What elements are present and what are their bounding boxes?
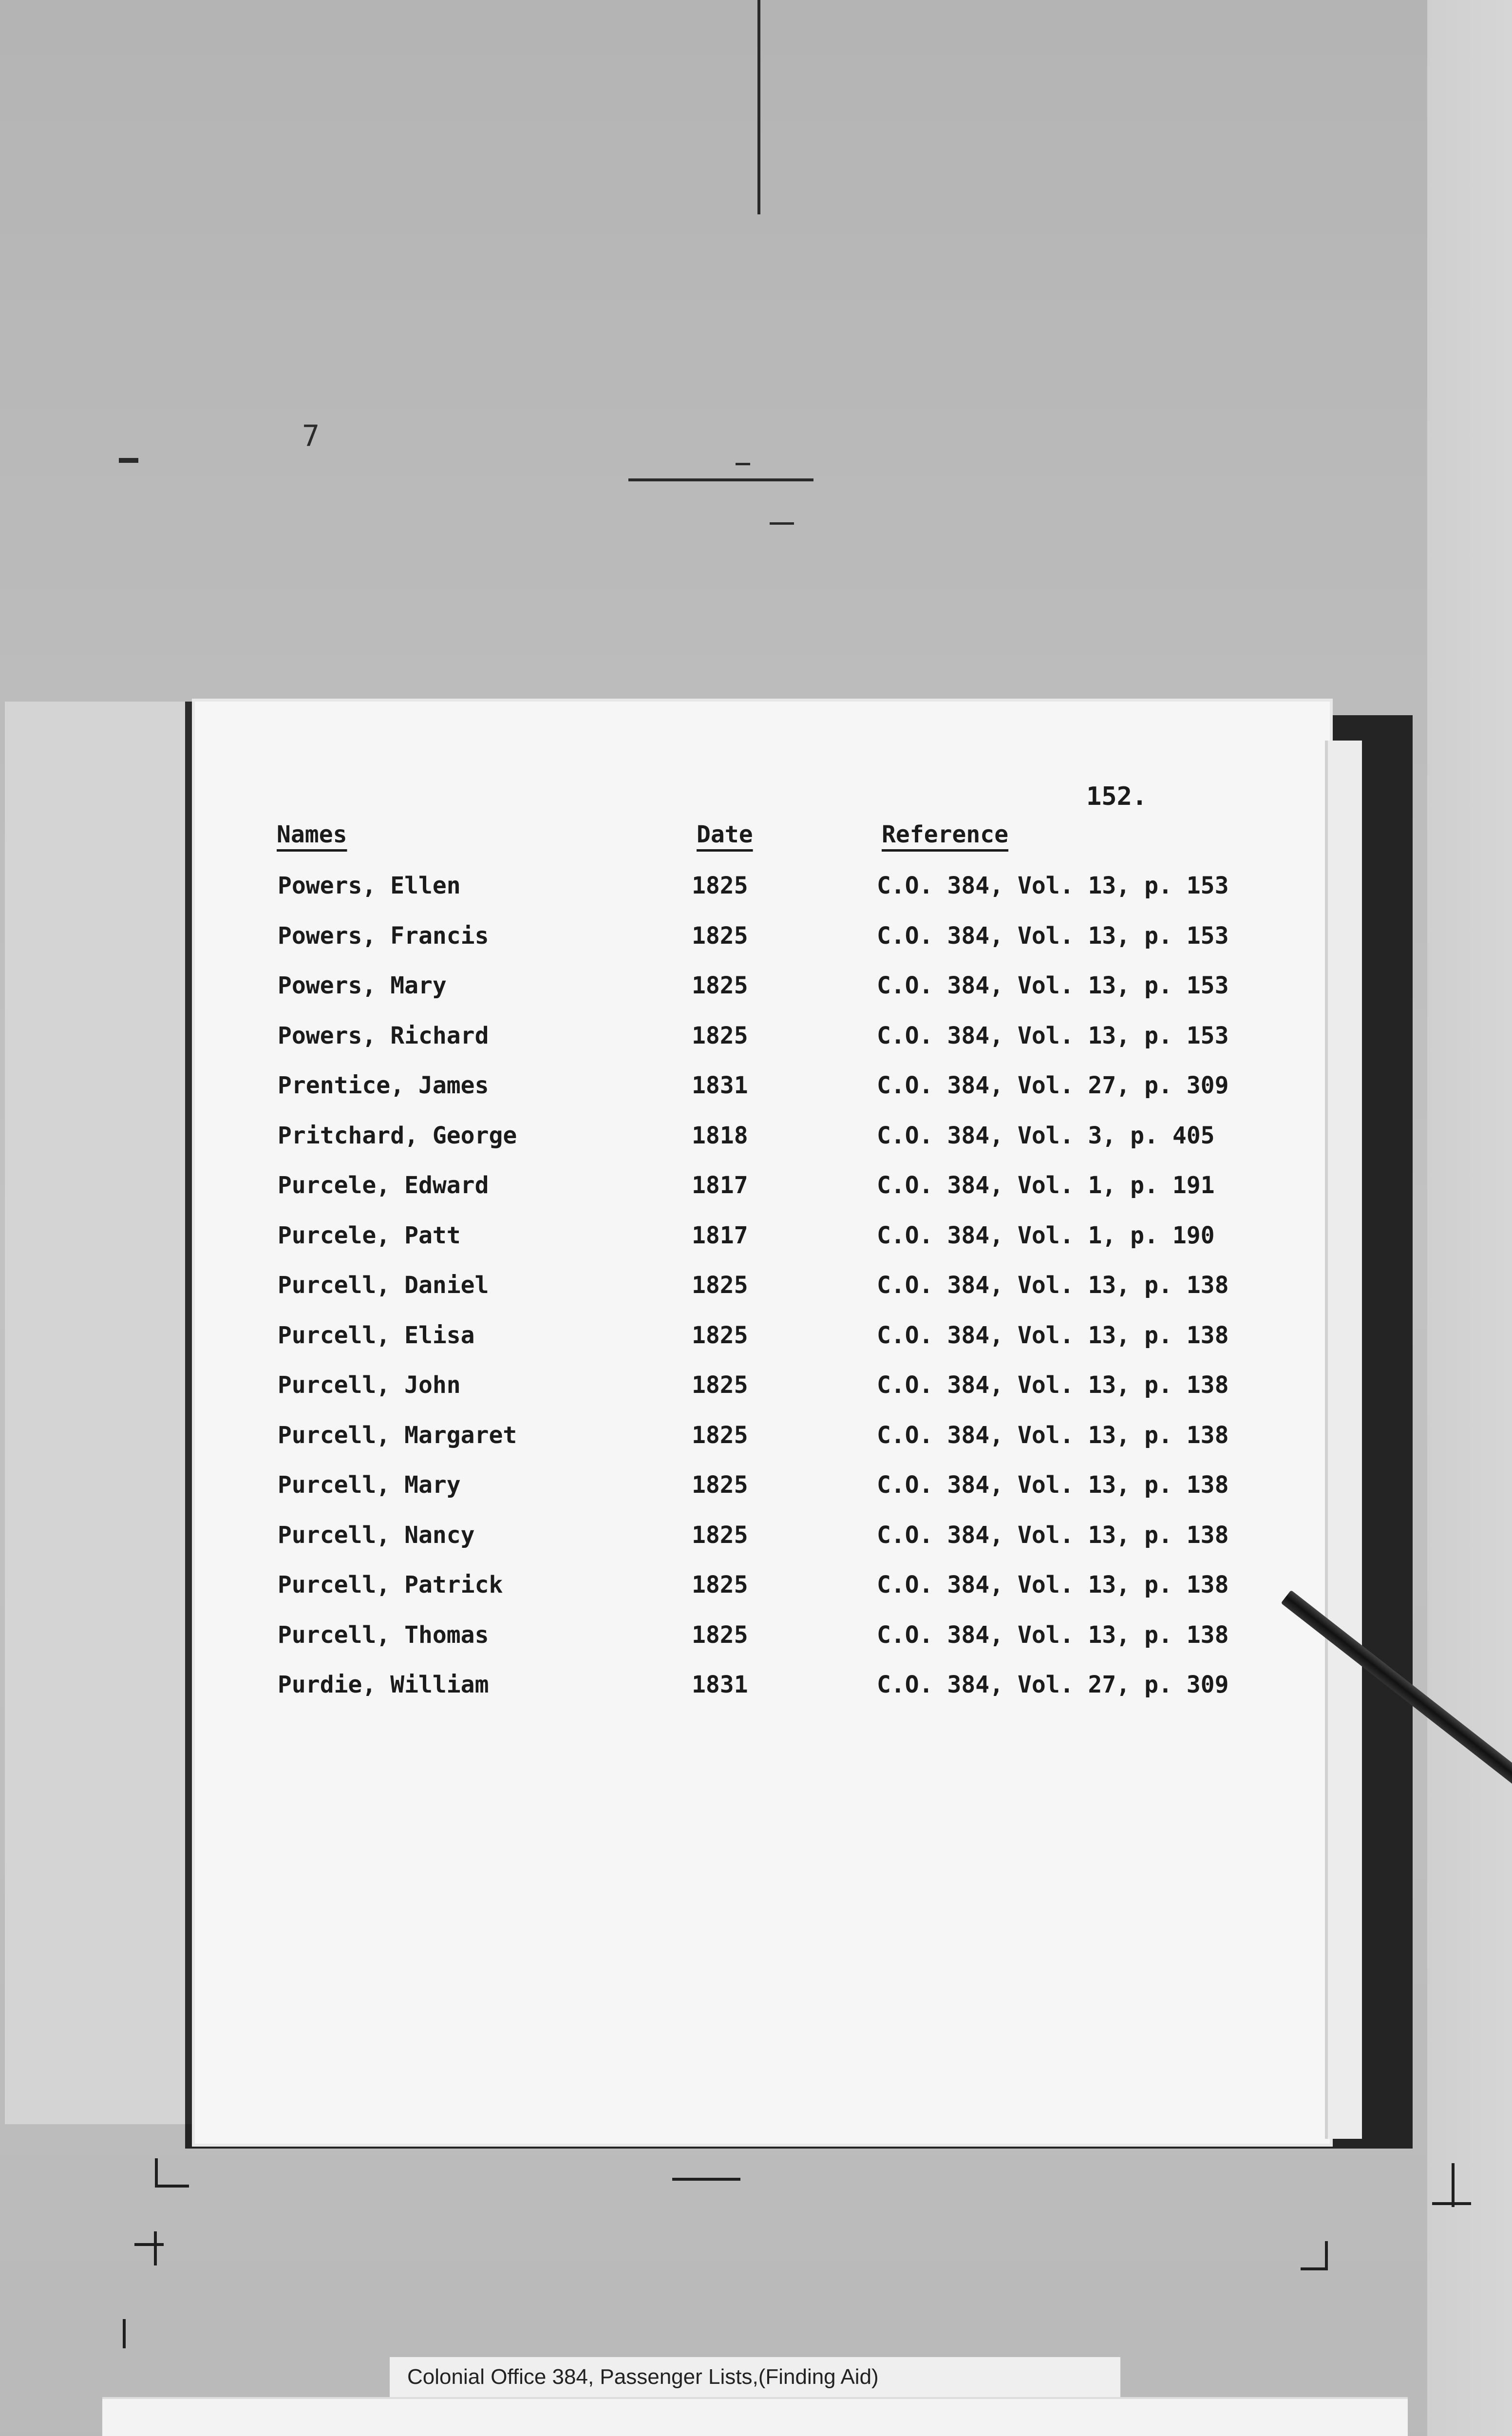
corner-mark — [1325, 2241, 1328, 2270]
entry-name: Purcell, Daniel — [278, 1272, 489, 1299]
entry-date: 1818 — [692, 1122, 748, 1149]
entry-date: 1825 — [692, 872, 748, 899]
entry-row — [209, 922, 1325, 972]
entry-date: 1825 — [692, 1621, 748, 1649]
entry-reference: C.O. 384, Vol. 1, p. 190 — [877, 1221, 1215, 1249]
entry-row — [209, 1371, 1325, 1422]
entry-name: Purcell, Elisa — [278, 1321, 475, 1349]
page-edge — [1325, 741, 1362, 2139]
entry-name: Pritchard, George — [278, 1122, 517, 1149]
entry-reference: C.O. 384, Vol. 13, p. 153 — [877, 922, 1229, 950]
entry-reference: C.O. 384, Vol. 13, p. 138 — [877, 1571, 1229, 1599]
entry-name: Powers, Francis — [278, 922, 489, 950]
entry-date: 1825 — [692, 922, 748, 950]
entry-name: Purcell, Thomas — [278, 1621, 489, 1649]
entry-row — [209, 1122, 1325, 1172]
corner-mark — [123, 2319, 126, 2348]
dash-mark — [770, 522, 794, 525]
entry-reference: C.O. 384, Vol. 13, p. 138 — [877, 1321, 1229, 1349]
vertical-scratch — [757, 0, 760, 214]
entry-row — [209, 1571, 1325, 1621]
entry-row — [209, 1471, 1325, 1522]
entry-reference: C.O. 384, Vol. 13, p. 138 — [877, 1371, 1229, 1399]
entry-name: Purcele, Edward — [278, 1172, 489, 1199]
entry-name: Purcell, Mary — [278, 1471, 461, 1499]
horizontal-scratch — [628, 478, 813, 481]
entry-row — [209, 1022, 1325, 1072]
entry-row — [209, 1322, 1325, 1372]
entry-name: Purcell, Nancy — [278, 1521, 475, 1549]
entries-list — [209, 872, 1325, 1721]
entry-reference: C.O. 384, Vol. 13, p. 153 — [877, 972, 1229, 999]
corner-mark — [1452, 2163, 1455, 2207]
entry-reference: C.O. 384, Vol. 13, p. 138 — [877, 1521, 1229, 1549]
entry-name: Purcell, John — [278, 1371, 461, 1399]
handwritten-mark: 7 — [302, 419, 320, 453]
entry-date: 1825 — [692, 1371, 748, 1399]
entry-date: 1825 — [692, 1022, 748, 1049]
entry-name: Prentice, James — [278, 1072, 489, 1099]
entry-row — [209, 1272, 1325, 1322]
entry-reference: C.O. 384, Vol. 13, p. 153 — [877, 872, 1229, 899]
dash-mark — [672, 2178, 740, 2181]
entry-date: 1825 — [692, 1421, 748, 1449]
corner-mark — [1301, 2267, 1328, 2270]
entry-date: 1825 — [692, 1272, 748, 1299]
entry-name: Powers, Ellen — [278, 872, 461, 899]
entry-name: Powers, Mary — [278, 972, 447, 999]
entry-date: 1825 — [692, 1571, 748, 1599]
entry-name: Purcell, Patrick — [278, 1571, 503, 1599]
entry-date: 1825 — [692, 1521, 748, 1549]
corner-mark — [155, 2158, 158, 2188]
entry-date: 1831 — [692, 1671, 748, 1698]
entry-reference: C.O. 384, Vol. 27, p. 309 — [877, 1671, 1229, 1698]
finding-aid-sheet — [209, 721, 1325, 2124]
entry-row — [209, 1172, 1325, 1222]
entry-reference: C.O. 384, Vol. 13, p. 138 — [877, 1421, 1229, 1449]
corner-mark — [155, 2185, 189, 2188]
names-column-header: Names — [277, 821, 347, 848]
entry-row — [209, 1422, 1325, 1472]
entry-row — [209, 1671, 1325, 1721]
entry-row — [209, 1522, 1325, 1572]
archive-label-card — [102, 2397, 1408, 2436]
background-right-strip — [1427, 0, 1512, 2436]
reference-column-header: Reference — [882, 821, 1009, 848]
dash-mark — [736, 463, 750, 465]
entry-date: 1825 — [692, 972, 748, 999]
date-column-header: Date — [697, 821, 753, 848]
entry-name: Purdie, William — [278, 1671, 489, 1698]
entry-date: 1831 — [692, 1072, 748, 1099]
book-left-page — [5, 702, 199, 2124]
dash-mark — [119, 458, 138, 463]
entry-row — [209, 872, 1325, 922]
entry-date: 1817 — [692, 1172, 748, 1199]
page-number: 152. — [1086, 782, 1148, 811]
entry-date: 1817 — [692, 1221, 748, 1249]
entry-reference: C.O. 384, Vol. 13, p. 138 — [877, 1471, 1229, 1499]
entry-reference: C.O. 384, Vol. 13, p. 153 — [877, 1022, 1229, 1049]
entry-row — [209, 1621, 1325, 1672]
corner-mark — [134, 2243, 164, 2246]
corner-mark — [1432, 2202, 1471, 2205]
entry-name: Purcell, Margaret — [278, 1421, 517, 1449]
entry-reference: C.O. 384, Vol. 13, p. 138 — [877, 1272, 1229, 1299]
entry-date: 1825 — [692, 1321, 748, 1349]
entry-reference: C.O. 384, Vol. 1, p. 191 — [877, 1172, 1215, 1199]
entry-name: Powers, Richard — [278, 1022, 489, 1049]
entry-name: Purcele, Patt — [278, 1221, 461, 1249]
entry-reference: C.O. 384, Vol. 13, p. 138 — [877, 1621, 1229, 1649]
entry-date: 1825 — [692, 1471, 748, 1499]
entry-reference: C.O. 384, Vol. 27, p. 309 — [877, 1072, 1229, 1099]
entry-row — [209, 1072, 1325, 1122]
finding-aid-caption: Colonial Office 384, Passenger Lists,(Finding Aid) — [390, 2357, 1120, 2397]
entry-row — [209, 972, 1325, 1022]
entry-row — [209, 1222, 1325, 1272]
entry-reference: C.O. 384, Vol. 3, p. 405 — [877, 1122, 1215, 1149]
corner-mark — [154, 2231, 157, 2265]
